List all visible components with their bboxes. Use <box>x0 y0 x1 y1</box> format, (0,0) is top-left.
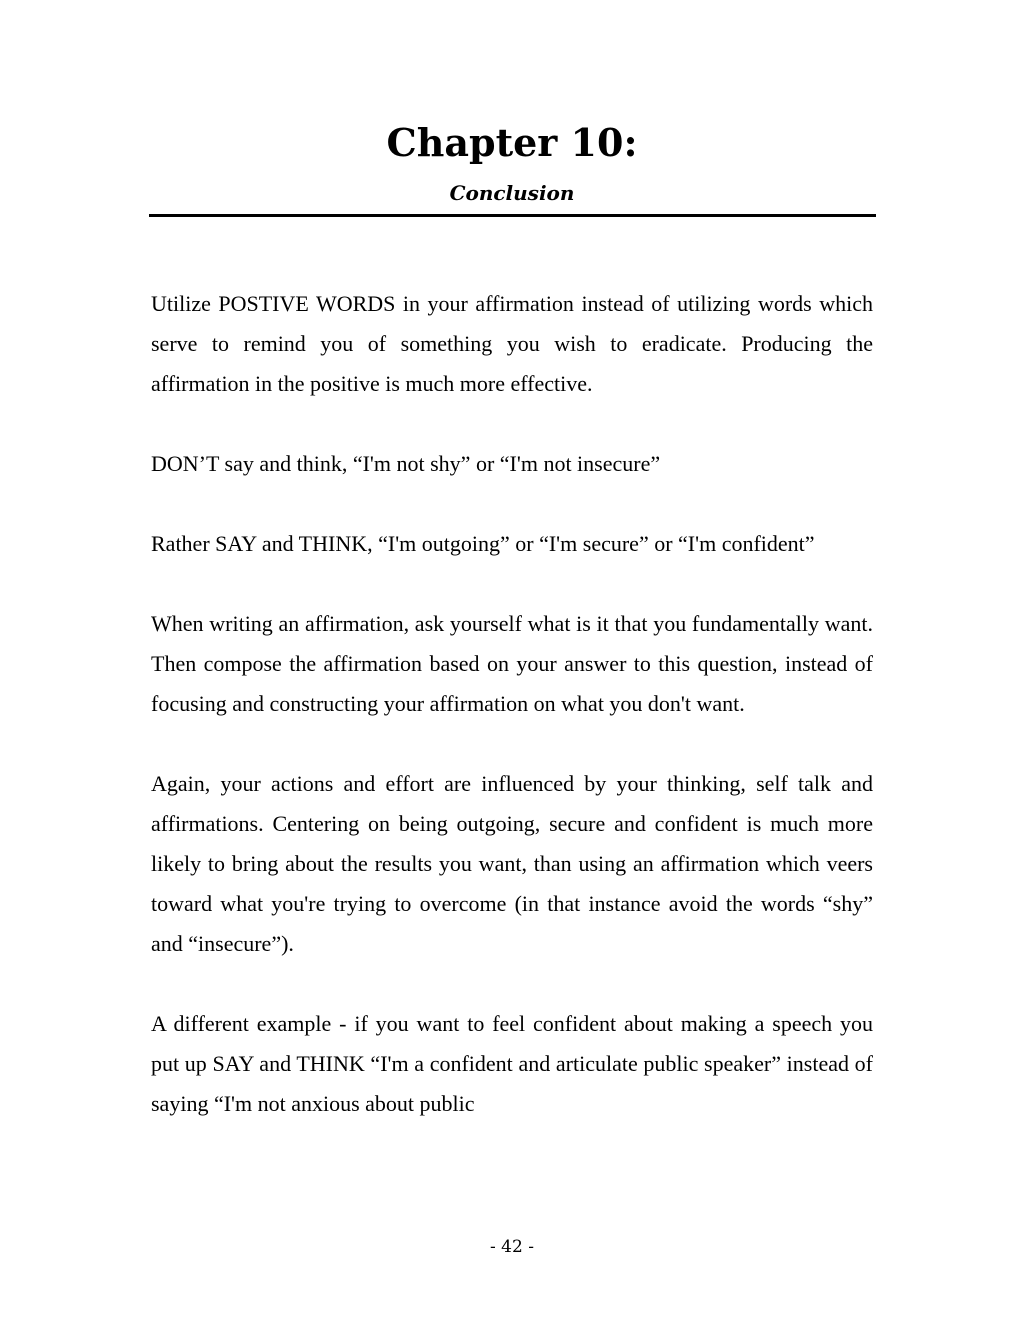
paragraph: When writing an affirmation, ask yourself what is it that you fundamentally want. Then compose the affirmation based on your answer to this question, instead of focusing and constructing your affirmation on what you don't want. <box>151 611 873 716</box>
body-text <box>151 284 873 1164</box>
page-number: - 42 - <box>490 1237 534 1257</box>
paragraph: A different example - if you want to feel confident about making a speech you put up SAY and THINK “I'm a confident and articulate public speaker” instead of saying “I'm not anxious about public <box>151 1011 873 1116</box>
paragraph: Again, your actions and effort are influenced by your thinking, self talk and affirmations. Centering on being outgoing, secure and confident is much more likely to bring about the results you want, than using an affirmation which veers toward what you're trying to overcome (in that instance avoid the words “shy” and “insecure”). <box>151 771 873 956</box>
chapter-subtitle: Conclusion <box>449 181 575 205</box>
paragraph: DON’T say and think, “I'm not shy” or “I'm not insecure” <box>151 451 661 476</box>
chapter-title: Chapter 10: <box>386 120 638 165</box>
paragraph: Utilize POSTIVE WORDS in your affirmation instead of utilizing words which serve to remind you of something you wish to eradicate. Producing the affirmation in the positive is much more effective. <box>151 291 873 396</box>
paragraph: Rather SAY and THINK, “I'm outgoing” or “I'm secure” or “I'm confident” <box>151 531 815 556</box>
title-divider <box>149 214 876 217</box>
